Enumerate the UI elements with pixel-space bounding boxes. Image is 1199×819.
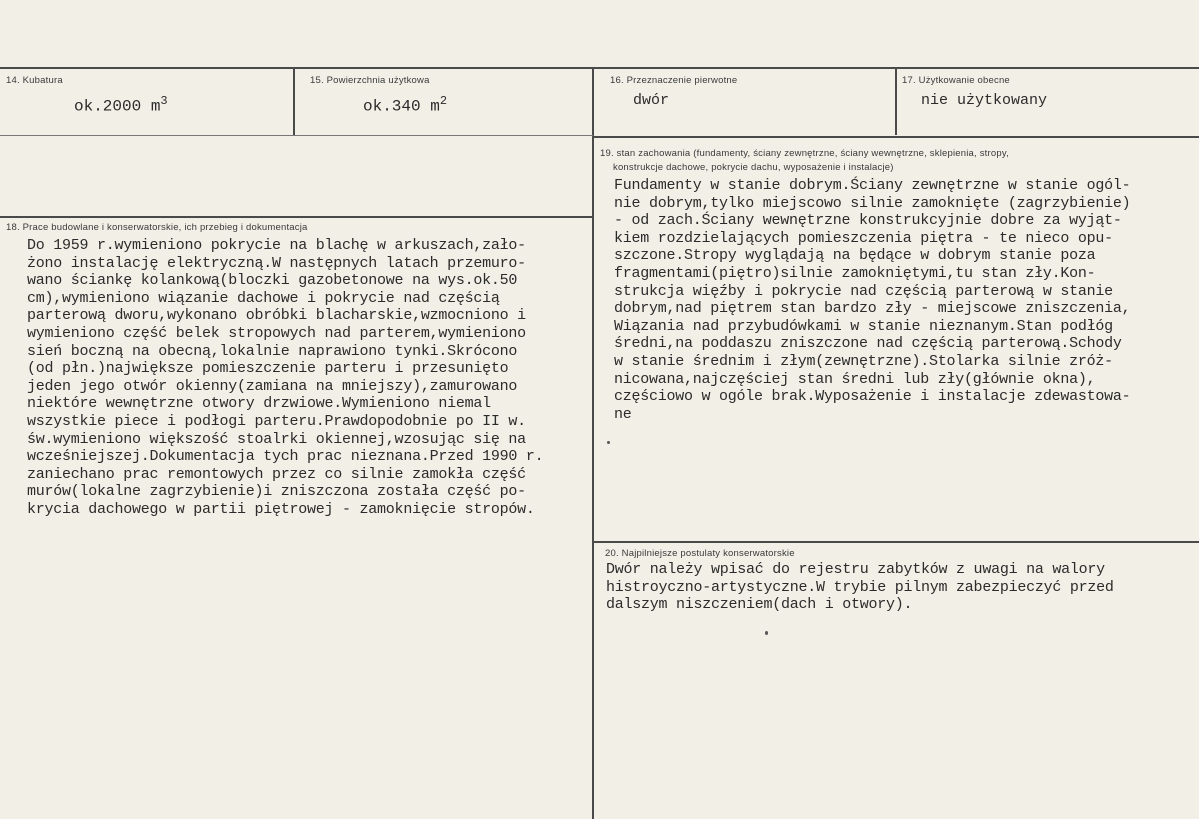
text-line: wano ściankę kolankową(bloczki gazobetonowe na wys.ok.50 bbox=[27, 272, 518, 290]
volume-text: ok.2000 m bbox=[74, 97, 161, 116]
field-19-label-line2: konstrukcje dachowe, pokrycie dachu, wyposażenie i instalacje) bbox=[613, 162, 894, 173]
rule-above-20 bbox=[593, 541, 1199, 543]
field-15-label: 15. Powierzchnia użytkowa bbox=[310, 75, 430, 86]
text-line: Wiązania nad przybudówkami w stanie nieznanym.Stan podłóg bbox=[614, 317, 1113, 335]
field-18-text bbox=[27, 237, 543, 519]
text-line: (od płn.)największe pomieszczenie parteru i przesunięto bbox=[27, 360, 509, 378]
text-line: histroyczno-artystyczne.W trybie pilnym zabezpieczyć przed bbox=[606, 578, 1114, 596]
text-line: kiem rozdzielających pomieszczenia piętra - te nieco opu- bbox=[614, 229, 1113, 247]
text-line: Dwór należy wpisać do rejestru zabytków z uwagi na walory bbox=[606, 561, 1105, 578]
field-20-text bbox=[606, 561, 1114, 614]
rule-above-18 bbox=[0, 216, 593, 218]
text-line: cm),wymieniono wiązanie dachowe i pokrycie nad częścią bbox=[27, 289, 500, 307]
text-line: żono instalację elektryczną.W następnych latach przemuro- bbox=[27, 254, 526, 272]
volume-unit-exponent: 3 bbox=[160, 94, 168, 108]
field-19-text bbox=[614, 177, 1130, 423]
paper-speck bbox=[607, 441, 610, 444]
text-line: fragmentami(piętro)silnie zamokniętymi,tu stan zły.Kon- bbox=[614, 264, 1096, 282]
text-line: jeden jego otwór okienny(zamiana na mniejszy),zamurowano bbox=[27, 377, 518, 395]
center-vertical-rule bbox=[592, 67, 594, 819]
text-line: częściowo w ogóle brak.Wyposażenie i instalacje zdewastowa- bbox=[614, 388, 1131, 406]
top-rule bbox=[0, 67, 1199, 69]
text-line: parterową dworu,wykonano obróbki blacharskie,wzmocniono i bbox=[27, 307, 526, 325]
text-line: wcześniejszej.Dokumentacja tych prac nieznana.Przed 1990 r. bbox=[27, 448, 544, 466]
text-line: średni,na poddaszu zniszczone nad częścią parterową.Schody bbox=[614, 335, 1122, 353]
field-14-value bbox=[74, 94, 168, 115]
text-line: niektóre wewnętrzne otwory drzwiowe.Wymieniono niemal bbox=[27, 395, 491, 413]
text-line: wymieniono część belek stropowych nad parterem,wymieniono bbox=[27, 324, 526, 342]
text-line: zaniechano prac remontowych przez co silnie zamokła część bbox=[27, 465, 526, 483]
text-line: strukcja więźby i pokrycie nad częścią parterową w stanie bbox=[614, 282, 1113, 300]
area-text: ok.340 m bbox=[363, 97, 440, 116]
text-line: wszystkie piece i podłogi parteru.Prawdopodobnie po II w. bbox=[27, 412, 526, 430]
text-line: Fundamenty w stanie dobrym.Ściany zewnętrzne w stanie ogól- bbox=[614, 177, 1131, 194]
field-19-label-line1: 19. stan zachowania (fundamenty, ściany zewnętrzne, ściany wewnętrzne, sklepienia, stropy, bbox=[600, 148, 1009, 159]
text-line: dobrym,nad piętrem stan bardzo zły - miejscowe zniszczenia, bbox=[614, 300, 1131, 318]
text-line: krycia dachowego w partii piętrowej - zamoknięcie stropów. bbox=[27, 500, 535, 518]
text-line: sień boczną na obecną,lokalnie naprawiono tynki.Skrócono bbox=[27, 342, 518, 360]
area-unit-exponent: 2 bbox=[439, 94, 448, 108]
text-line: Do 1959 r.wymieniono pokrycie na blachę w arkuszach,zało- bbox=[27, 237, 526, 254]
paper-speck bbox=[765, 631, 768, 635]
text-line: nie dobrym,tylko miejscowo silnie zamoknięte (zagrzybienie) bbox=[614, 194, 1131, 212]
divider-14-15 bbox=[293, 67, 295, 135]
rule-under-14-15 bbox=[0, 135, 593, 136]
field-16-label: 16. Przeznaczenie pierwotne bbox=[610, 75, 738, 86]
text-line: murów(lokalne zagrzybienie)i zniszczona została część po- bbox=[27, 483, 526, 501]
text-line: szczone.Stropy wyglądają na będące w dobrym stanie poza bbox=[614, 247, 1096, 265]
rule-under-16-17 bbox=[593, 136, 1199, 138]
field-15-value bbox=[363, 94, 447, 115]
field-18-label: 18. Prace budowlane i konserwatorskie, ich przebieg i dokumentacja bbox=[6, 222, 308, 233]
field-17-label: 17. Użytkowanie obecne bbox=[902, 75, 1010, 86]
text-line: św.wymieniono większość stoalrki okiennej,wzosując się na bbox=[27, 430, 526, 448]
text-line: - od zach.Ściany wewnętrzne konstrukcyjnie dobre za wyjąt- bbox=[614, 212, 1122, 230]
field-17-value: nie użytkowany bbox=[921, 92, 1048, 109]
divider-16-17 bbox=[895, 67, 897, 135]
text-line: dalszym niszczeniem(dach i otwory). bbox=[606, 596, 913, 614]
text-line: ne bbox=[614, 405, 632, 423]
field-16-value: dwór bbox=[633, 92, 670, 109]
text-line: nicowana,najczęściej stan średni lub zły(głównie okna), bbox=[614, 370, 1096, 388]
field-20-label: 20. Najpilniejsze postulaty konserwatorskie bbox=[605, 548, 795, 559]
field-14-label: 14. Kubatura bbox=[6, 75, 63, 86]
text-line: w stanie średnim i złym(zewnętrzne).Stolarka silnie zróż- bbox=[614, 352, 1113, 370]
